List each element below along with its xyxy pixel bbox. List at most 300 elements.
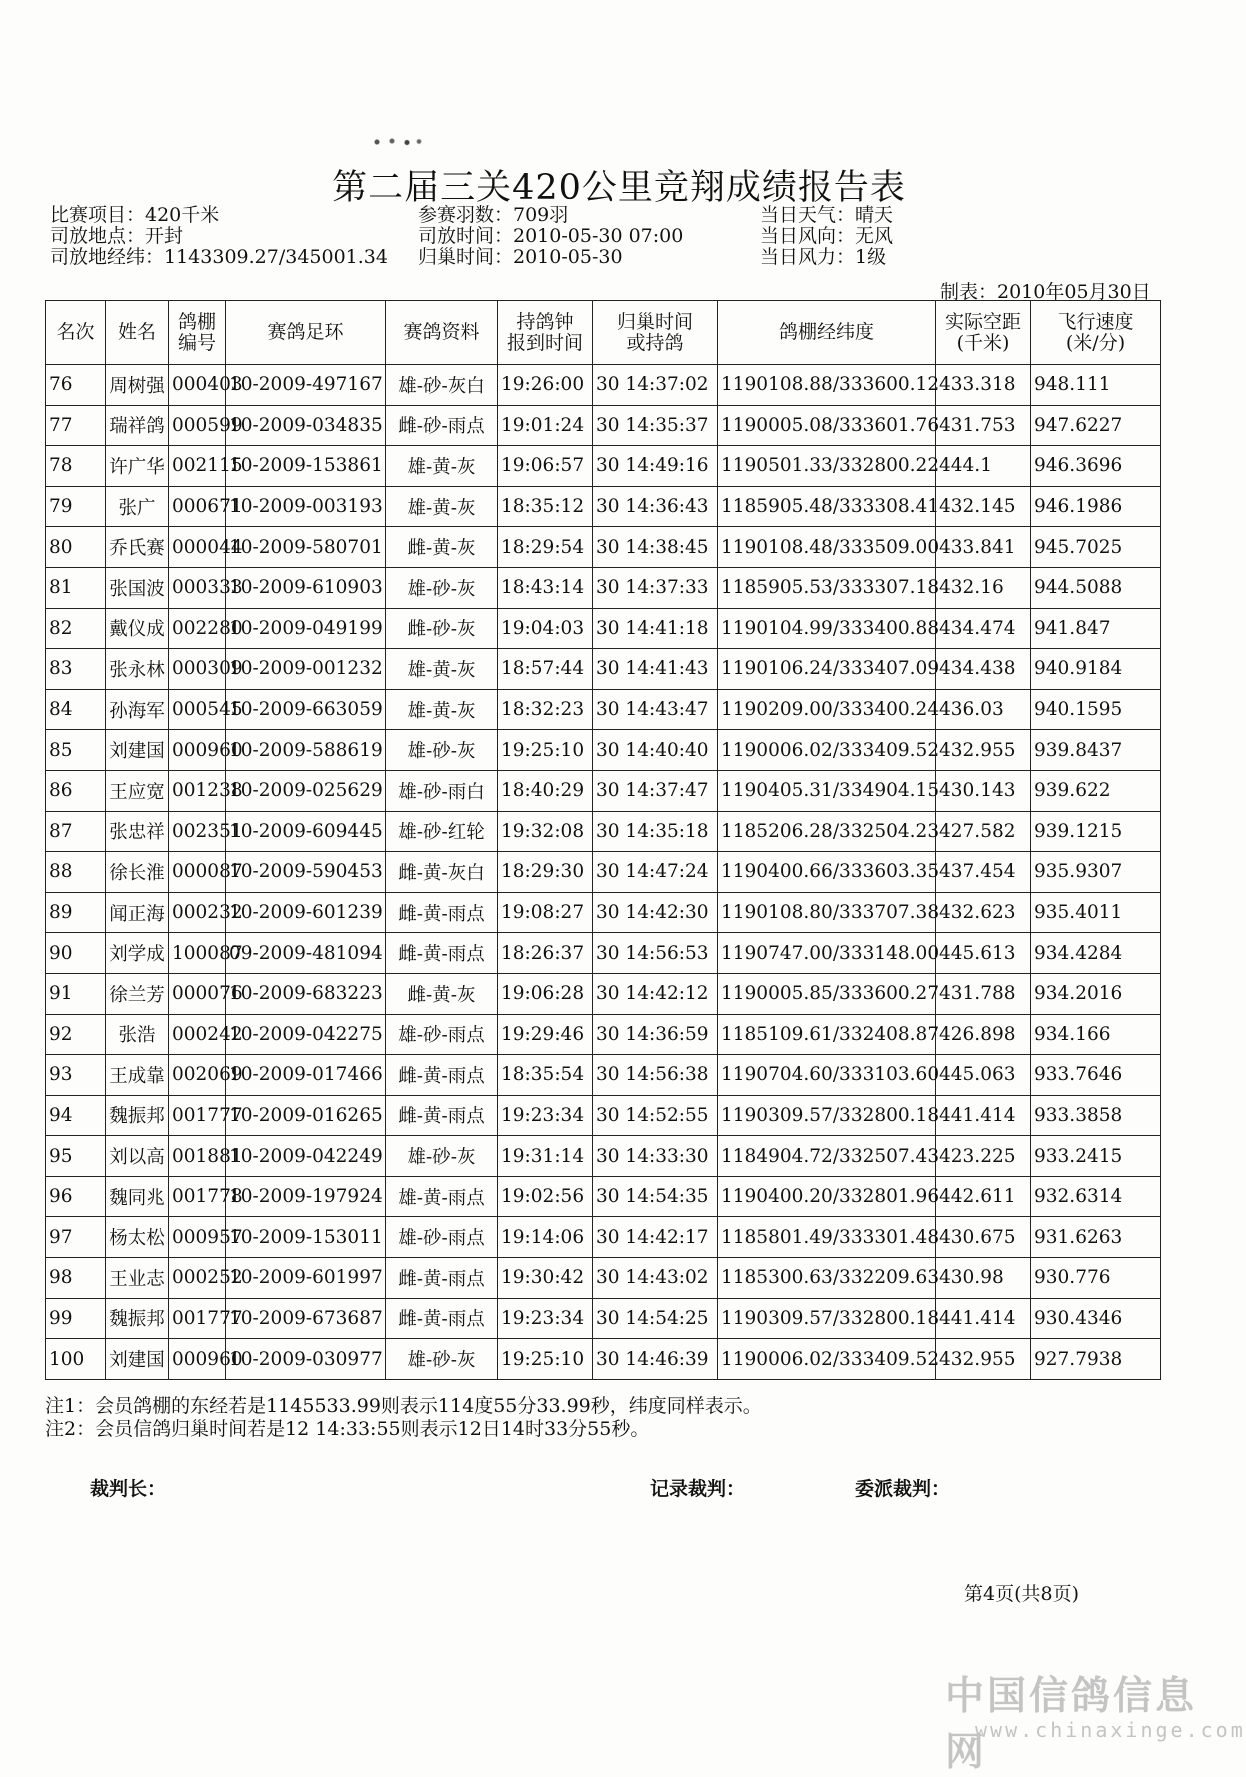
cell-return-time: 30 14:35:18 <box>593 811 718 852</box>
cell-distance: 442.611 <box>936 1176 1031 1217</box>
cell-clock-time: 19:25:10 <box>498 1339 593 1380</box>
header-name <box>106 301 169 365</box>
cell-loft-coords: 1190405.31/334904.15 <box>718 770 936 811</box>
cell-name: 张浩 <box>106 1014 169 1055</box>
entries-count: 参赛羽数：709羽 <box>418 204 569 226</box>
cell-rank: 84 <box>46 689 106 730</box>
cell-pigeon-info: 雌-黄-雨点 <box>386 1298 498 1339</box>
cell-distance: 441.414 <box>936 1298 1031 1339</box>
table-row <box>46 1176 1161 1217</box>
cell-return-time: 30 14:37:47 <box>593 770 718 811</box>
cell-loft-number: 000242 <box>169 1014 226 1055</box>
cell-loft-number: 000960 <box>169 730 226 771</box>
table-row <box>46 973 1161 1014</box>
cell-distance: 434.474 <box>936 608 1031 649</box>
cell-rank: 87 <box>46 811 106 852</box>
cell-speed: 934.4284 <box>1031 933 1161 974</box>
cell-loft-coords: 1190006.02/333409.52 <box>718 730 936 771</box>
cell-speed: 940.9184 <box>1031 649 1161 690</box>
cell-pigeon-info: 雄-砂-灰 <box>386 1339 498 1380</box>
cell-name: 张永林 <box>106 649 169 690</box>
cell-loft-coords: 1190005.85/333600.27 <box>718 973 936 1014</box>
table-row <box>46 1298 1161 1339</box>
cell-return-time: 30 14:37:02 <box>593 365 718 406</box>
cell-clock-time: 18:26:37 <box>498 933 593 974</box>
cell-distance: 426.898 <box>936 1014 1031 1055</box>
cell-loft-number: 001881 <box>169 1136 226 1177</box>
cell-pigeon-info: 雄-黄-灰 <box>386 486 498 527</box>
cell-loft-coords: 1190005.08/333601.76 <box>718 405 936 446</box>
cell-speed: 939.8437 <box>1031 730 1161 771</box>
cell-rank: 77 <box>46 405 106 446</box>
header-line: 归巢时间 <box>616 310 693 333</box>
cell-loft-number: 000403 <box>169 365 226 406</box>
cell-return-time: 30 14:40:40 <box>593 730 718 771</box>
cell-speed: 934.2016 <box>1031 973 1161 1014</box>
table-row <box>46 1014 1161 1055</box>
table-row <box>46 1339 1161 1380</box>
results-table <box>45 300 1161 1380</box>
meta-column-2 <box>418 205 683 268</box>
cell-loft-number: 000252 <box>169 1258 226 1299</box>
cell-return-time: 30 14:36:59 <box>593 1014 718 1055</box>
header-line: 名次 <box>56 321 95 343</box>
cell-loft-coords: 1185801.49/333301.48 <box>718 1217 936 1258</box>
cell-pigeon-info: 雄-砂-红轮 <box>386 811 498 852</box>
cell-name: 戴仪成 <box>106 608 169 649</box>
cell-speed: 946.3696 <box>1031 446 1161 487</box>
header-loft-coords <box>718 301 936 365</box>
cell-clock-time: 19:32:08 <box>498 811 593 852</box>
cell-rank: 89 <box>46 892 106 933</box>
cell-return-time: 30 14:42:17 <box>593 1217 718 1258</box>
header-line: 鸽棚经纬度 <box>778 321 874 343</box>
header-ring <box>226 301 386 365</box>
note-2: 注2：会员信鸽归巢时间若是12 14:33:55则表示12日14时33分55秒。 <box>45 1418 650 1440</box>
cell-ring: 10-2009-588619 <box>226 730 386 771</box>
cell-loft-number: 001238 <box>169 770 226 811</box>
table-row <box>46 933 1161 974</box>
cell-ring: 10-2009-001232 <box>226 649 386 690</box>
cell-loft-number: 000087 <box>169 852 226 893</box>
cell-speed: 932.6314 <box>1031 1176 1161 1217</box>
cell-loft-number: 000076 <box>169 973 226 1014</box>
cell-rank: 78 <box>46 446 106 487</box>
cell-distance: 430.143 <box>936 770 1031 811</box>
cell-distance: 431.788 <box>936 973 1031 1014</box>
cell-loft-coords: 1190501.33/332800.22 <box>718 446 936 487</box>
cell-speed: 930.776 <box>1031 1258 1161 1299</box>
cell-distance: 433.841 <box>936 527 1031 568</box>
cell-pigeon-info: 雌-黄-灰 <box>386 527 498 568</box>
header-line: 持鸽钟 <box>516 310 574 333</box>
cell-distance: 430.675 <box>936 1217 1031 1258</box>
cell-return-time: 30 14:42:30 <box>593 892 718 933</box>
cell-loft-number: 000960 <box>169 1339 226 1380</box>
wind-force: 当日风力：1级 <box>760 246 887 268</box>
table-row <box>46 852 1161 893</box>
cell-ring: 10-2009-042275 <box>226 1014 386 1055</box>
chief-judge-label: 裁判长： <box>90 1478 167 1500</box>
release-coords: 司放地经纬：1143309.27/345001.34 <box>50 246 388 268</box>
cell-distance: 432.955 <box>936 730 1031 771</box>
meta-column-1 <box>50 205 388 268</box>
cell-clock-time: 19:14:06 <box>498 1217 593 1258</box>
header-line: 编号 <box>177 331 216 354</box>
cell-return-time: 30 14:46:39 <box>593 1339 718 1380</box>
cell-clock-time: 19:23:34 <box>498 1298 593 1339</box>
cell-ring: 10-2009-610903 <box>226 567 386 608</box>
cell-ring: 10-2009-197924 <box>226 1176 386 1217</box>
table-row <box>46 1055 1161 1096</box>
table-row <box>46 446 1161 487</box>
cell-name: 瑞祥鸽 <box>106 405 169 446</box>
cell-loft-number: 000333 <box>169 567 226 608</box>
cell-ring: 10-2009-153861 <box>226 446 386 487</box>
table-row <box>46 365 1161 406</box>
cell-distance: 437.454 <box>936 852 1031 893</box>
cell-return-time: 30 14:47:24 <box>593 852 718 893</box>
header-line: 飞行速度 <box>1057 310 1134 333</box>
cell-return-time: 30 14:52:55 <box>593 1095 718 1136</box>
cell-name: 徐兰芳 <box>106 973 169 1014</box>
cell-loft-number: 000309 <box>169 649 226 690</box>
cell-loft-coords: 1190400.20/332801.96 <box>718 1176 936 1217</box>
cell-pigeon-info: 雄-黄-雨点 <box>386 1176 498 1217</box>
cell-speed: 948.111 <box>1031 365 1161 406</box>
cell-distance: 423.225 <box>936 1136 1031 1177</box>
cell-clock-time: 18:57:44 <box>498 649 593 690</box>
cell-ring: 10-2009-663059 <box>226 689 386 730</box>
table-maker-date: 制表：2010年05月30日 <box>940 281 1151 303</box>
cell-clock-time: 18:29:30 <box>498 852 593 893</box>
cell-return-time: 30 14:43:02 <box>593 1258 718 1299</box>
cell-loft-coords: 1190108.88/333600.12 <box>718 365 936 406</box>
cell-rank: 88 <box>46 852 106 893</box>
cell-rank: 91 <box>46 973 106 1014</box>
cell-speed: 939.622 <box>1031 770 1161 811</box>
table-row <box>46 689 1161 730</box>
cell-loft-number: 001777 <box>169 1298 226 1339</box>
page-number: 第4页(共8页) <box>964 1583 1080 1605</box>
header-clock-time <box>498 301 593 365</box>
cell-clock-time: 19:01:24 <box>498 405 593 446</box>
release-place: 司放地点：开封 <box>50 225 184 247</box>
wind-direction: 当日风向：无风 <box>760 225 894 247</box>
cell-distance: 430.98 <box>936 1258 1031 1299</box>
cell-distance: 432.955 <box>936 1339 1031 1380</box>
cell-name: 王应宽 <box>106 770 169 811</box>
cell-ring: 10-2009-580701 <box>226 527 386 568</box>
cell-ring: 10-2009-049199 <box>226 608 386 649</box>
cell-rank: 100 <box>46 1339 106 1380</box>
cell-name: 孙海军 <box>106 689 169 730</box>
cell-rank: 76 <box>46 365 106 406</box>
cell-ring: 10-2009-025629 <box>226 770 386 811</box>
cell-return-time: 30 14:38:45 <box>593 527 718 568</box>
table-row <box>46 730 1161 771</box>
cell-pigeon-info: 雌-砂-灰 <box>386 608 498 649</box>
cell-name: 刘以高 <box>106 1136 169 1177</box>
cell-loft-number: 000232 <box>169 892 226 933</box>
cell-rank: 95 <box>46 1136 106 1177</box>
watermark-url: www.chinaxinge.com <box>975 1718 1246 1742</box>
cell-pigeon-info: 雄-黄-灰 <box>386 649 498 690</box>
cell-rank: 96 <box>46 1176 106 1217</box>
cell-loft-number: 000545 <box>169 689 226 730</box>
cell-loft-coords: 1185905.48/333308.41 <box>718 486 936 527</box>
race-item: 比赛项目：420千米 <box>50 204 220 226</box>
header-line: 姓名 <box>117 321 156 343</box>
cell-speed: 945.7025 <box>1031 527 1161 568</box>
cell-loft-number: 000044 <box>169 527 226 568</box>
ink-smudge <box>365 137 425 147</box>
cell-ring: 10-2009-497167 <box>226 365 386 406</box>
cell-loft-number: 001777 <box>169 1095 226 1136</box>
cell-loft-coords: 1190006.02/333409.52 <box>718 1339 936 1380</box>
cell-distance: 441.414 <box>936 1095 1031 1136</box>
table-row <box>46 892 1161 933</box>
cell-speed: 947.6227 <box>1031 405 1161 446</box>
cell-speed: 944.5088 <box>1031 567 1161 608</box>
cell-ring: 10-2009-673687 <box>226 1298 386 1339</box>
header-speed <box>1031 301 1161 365</box>
cell-clock-time: 19:25:10 <box>498 730 593 771</box>
header-line: 鸽棚 <box>177 310 216 333</box>
header-pigeon-info <box>386 301 498 365</box>
cell-name: 许广华 <box>106 446 169 487</box>
table-row <box>46 1258 1161 1299</box>
header-return-time <box>593 301 718 365</box>
cell-distance: 427.582 <box>936 811 1031 852</box>
cell-distance: 436.03 <box>936 689 1031 730</box>
cell-ring: 10-2009-590453 <box>226 852 386 893</box>
cell-loft-coords: 1190108.80/333707.38 <box>718 892 936 933</box>
cell-ring: 10-2009-017466 <box>226 1055 386 1096</box>
cell-pigeon-info: 雌-砂-雨点 <box>386 405 498 446</box>
header-line: 赛鸽足环 <box>267 321 344 343</box>
cell-clock-time: 18:35:54 <box>498 1055 593 1096</box>
cell-name: 周树强 <box>106 365 169 406</box>
cell-ring: 10-2009-683223 <box>226 973 386 1014</box>
cell-loft-coords: 1185206.28/332504.23 <box>718 811 936 852</box>
cell-loft-coords: 1184904.72/332507.43 <box>718 1136 936 1177</box>
cell-return-time: 30 14:35:37 <box>593 405 718 446</box>
cell-loft-coords: 1185905.53/333307.18 <box>718 567 936 608</box>
header-line: (米/分) <box>1065 331 1126 354</box>
cell-return-time: 30 14:42:12 <box>593 973 718 1014</box>
cell-name: 乔氏赛 <box>106 527 169 568</box>
cell-loft-number: 002069 <box>169 1055 226 1096</box>
table-row <box>46 527 1161 568</box>
cell-clock-time: 19:04:03 <box>498 608 593 649</box>
cell-loft-coords: 1190704.60/333103.60 <box>718 1055 936 1096</box>
cell-clock-time: 19:23:34 <box>498 1095 593 1136</box>
cell-ring: 10-2009-016265 <box>226 1095 386 1136</box>
cell-rank: 83 <box>46 649 106 690</box>
cell-return-time: 30 14:49:16 <box>593 446 718 487</box>
cell-pigeon-info: 雄-砂-灰 <box>386 730 498 771</box>
cell-distance: 433.318 <box>936 365 1031 406</box>
cell-ring: 10-2009-153011 <box>226 1217 386 1258</box>
cell-ring: 10-2009-003193 <box>226 486 386 527</box>
page-title: 第二届三关420公里竞翔成绩报告表 <box>332 168 906 208</box>
cell-speed: 935.9307 <box>1031 852 1161 893</box>
cell-name: 王成靠 <box>106 1055 169 1096</box>
cell-rank: 94 <box>46 1095 106 1136</box>
cell-return-time: 30 14:56:38 <box>593 1055 718 1096</box>
cell-distance: 432.623 <box>936 892 1031 933</box>
cell-speed: 933.7646 <box>1031 1055 1161 1096</box>
cell-name: 刘建国 <box>106 1339 169 1380</box>
cell-loft-coords: 1190104.99/333400.88 <box>718 608 936 649</box>
cell-rank: 93 <box>46 1055 106 1096</box>
cell-ring: 10-2009-042249 <box>226 1136 386 1177</box>
cell-loft-number: 000671 <box>169 486 226 527</box>
cell-pigeon-info: 雌-黄-雨点 <box>386 892 498 933</box>
cell-loft-coords: 1190309.57/332800.18 <box>718 1298 936 1339</box>
table-row <box>46 608 1161 649</box>
cell-loft-number: 002351 <box>169 811 226 852</box>
cell-rank: 80 <box>46 527 106 568</box>
cell-pigeon-info: 雄-砂-雨点 <box>386 1217 498 1258</box>
cell-clock-time: 19:08:27 <box>498 892 593 933</box>
cell-pigeon-info: 雌-黄-雨点 <box>386 1095 498 1136</box>
cell-distance: 434.438 <box>936 649 1031 690</box>
cell-distance: 445.063 <box>936 1055 1031 1096</box>
cell-loft-coords: 1190400.66/333603.35 <box>718 852 936 893</box>
table-body <box>46 365 1161 1380</box>
header-line: 报到时间 <box>506 331 583 354</box>
cell-name: 刘建国 <box>106 730 169 771</box>
weather: 当日天气：晴天 <box>760 204 894 226</box>
header-line: (千米) <box>956 331 1010 354</box>
cell-pigeon-info: 雄-砂-雨点 <box>386 1014 498 1055</box>
cell-speed: 939.1215 <box>1031 811 1161 852</box>
cell-pigeon-info: 雌-黄-雨点 <box>386 933 498 974</box>
table-row <box>46 405 1161 446</box>
cell-clock-time: 19:26:00 <box>498 365 593 406</box>
header-rank <box>46 301 106 365</box>
header-line: 或持鸽 <box>626 331 684 354</box>
cell-return-time: 30 14:54:35 <box>593 1176 718 1217</box>
cell-ring: 10-2009-601997 <box>226 1258 386 1299</box>
cell-ring: 09-2009-481094 <box>226 933 386 974</box>
cell-clock-time: 18:43:14 <box>498 567 593 608</box>
cell-name: 魏振邦 <box>106 1298 169 1339</box>
cell-distance: 445.613 <box>936 933 1031 974</box>
cell-clock-time: 19:29:46 <box>498 1014 593 1055</box>
meta-column-3 <box>760 205 893 268</box>
cell-clock-time: 19:06:28 <box>498 973 593 1014</box>
cell-loft-number: 000599 <box>169 405 226 446</box>
cell-return-time: 30 14:41:43 <box>593 649 718 690</box>
cell-ring: 10-2009-609445 <box>226 811 386 852</box>
return-time: 归巢时间：2010-05-30 <box>418 246 623 268</box>
cell-pigeon-info: 雌-黄-雨点 <box>386 1258 498 1299</box>
cell-loft-coords: 1190108.48/333509.00 <box>718 527 936 568</box>
cell-clock-time: 19:02:56 <box>498 1176 593 1217</box>
cell-pigeon-info: 雄-黄-灰 <box>386 446 498 487</box>
table-row <box>46 770 1161 811</box>
cell-loft-coords: 1190747.00/333148.00 <box>718 933 936 974</box>
header-row <box>46 301 1161 365</box>
cell-name: 王业志 <box>106 1258 169 1299</box>
cell-pigeon-info: 雄-砂-雨白 <box>386 770 498 811</box>
notes <box>45 1395 762 1441</box>
cell-name: 杨太松 <box>106 1217 169 1258</box>
cell-rank: 86 <box>46 770 106 811</box>
note-1: 注1：会员鸽棚的东经若是1145533.99则表示114度55分33.99秒，纬度同样表示。 <box>45 1395 762 1417</box>
header-loft-number <box>169 301 226 365</box>
cell-return-time: 30 14:54:25 <box>593 1298 718 1339</box>
cell-name: 魏振邦 <box>106 1095 169 1136</box>
watermark-title: 中国信鸽信息网 <box>945 1674 1198 1775</box>
cell-rank: 85 <box>46 730 106 771</box>
cell-pigeon-info: 雌-黄-灰 <box>386 973 498 1014</box>
table-row <box>46 649 1161 690</box>
cell-speed: 946.1986 <box>1031 486 1161 527</box>
cell-clock-time: 19:30:42 <box>498 1258 593 1299</box>
cell-pigeon-info: 雌-黄-灰白 <box>386 852 498 893</box>
cell-pigeon-info: 雄-黄-灰 <box>386 689 498 730</box>
cell-rank: 82 <box>46 608 106 649</box>
table-row <box>46 1136 1161 1177</box>
cell-rank: 92 <box>46 1014 106 1055</box>
cell-distance: 432.16 <box>936 567 1031 608</box>
cell-rank: 79 <box>46 486 106 527</box>
cell-pigeon-info: 雄-砂-灰 <box>386 567 498 608</box>
cell-loft-number: 002280 <box>169 608 226 649</box>
cell-rank: 97 <box>46 1217 106 1258</box>
table-row <box>46 567 1161 608</box>
cell-rank: 90 <box>46 933 106 974</box>
cell-ring: 10-2009-601239 <box>226 892 386 933</box>
release-time: 司放时间：2010-05-30 07:00 <box>418 225 684 247</box>
cell-return-time: 30 14:36:43 <box>593 486 718 527</box>
cell-speed: 927.7938 <box>1031 1339 1161 1380</box>
cell-ring: 10-2009-030977 <box>226 1339 386 1380</box>
cell-loft-coords: 1190209.00/333400.24 <box>718 689 936 730</box>
recorder-judge-label: 记录裁判： <box>650 1478 746 1500</box>
cell-clock-time: 18:35:12 <box>498 486 593 527</box>
cell-speed: 933.3858 <box>1031 1095 1161 1136</box>
table-row <box>46 486 1161 527</box>
cell-name: 闻正海 <box>106 892 169 933</box>
cell-pigeon-info: 雄-砂-灰 <box>386 1136 498 1177</box>
cell-name: 魏同兆 <box>106 1176 169 1217</box>
cell-speed: 940.1595 <box>1031 689 1161 730</box>
cell-speed: 941.847 <box>1031 608 1161 649</box>
cell-loft-number: 000957 <box>169 1217 226 1258</box>
cell-pigeon-info: 雌-黄-雨点 <box>386 1055 498 1096</box>
cell-clock-time: 19:06:57 <box>498 446 593 487</box>
table-row <box>46 811 1161 852</box>
cell-rank: 98 <box>46 1258 106 1299</box>
cell-return-time: 30 14:37:33 <box>593 567 718 608</box>
cell-name: 张忠祥 <box>106 811 169 852</box>
cell-loft-number: 002115 <box>169 446 226 487</box>
table-row <box>46 1217 1161 1258</box>
cell-distance: 431.753 <box>936 405 1031 446</box>
cell-ring: 10-2009-034835 <box>226 405 386 446</box>
cell-distance: 432.145 <box>936 486 1031 527</box>
cell-loft-coords: 1190309.57/332800.18 <box>718 1095 936 1136</box>
delegate-judge-label: 委派裁判： <box>855 1478 951 1500</box>
cell-loft-number: 100087 <box>169 933 226 974</box>
cell-loft-coords: 1190106.24/333407.09 <box>718 649 936 690</box>
cell-return-time: 30 14:43:47 <box>593 689 718 730</box>
